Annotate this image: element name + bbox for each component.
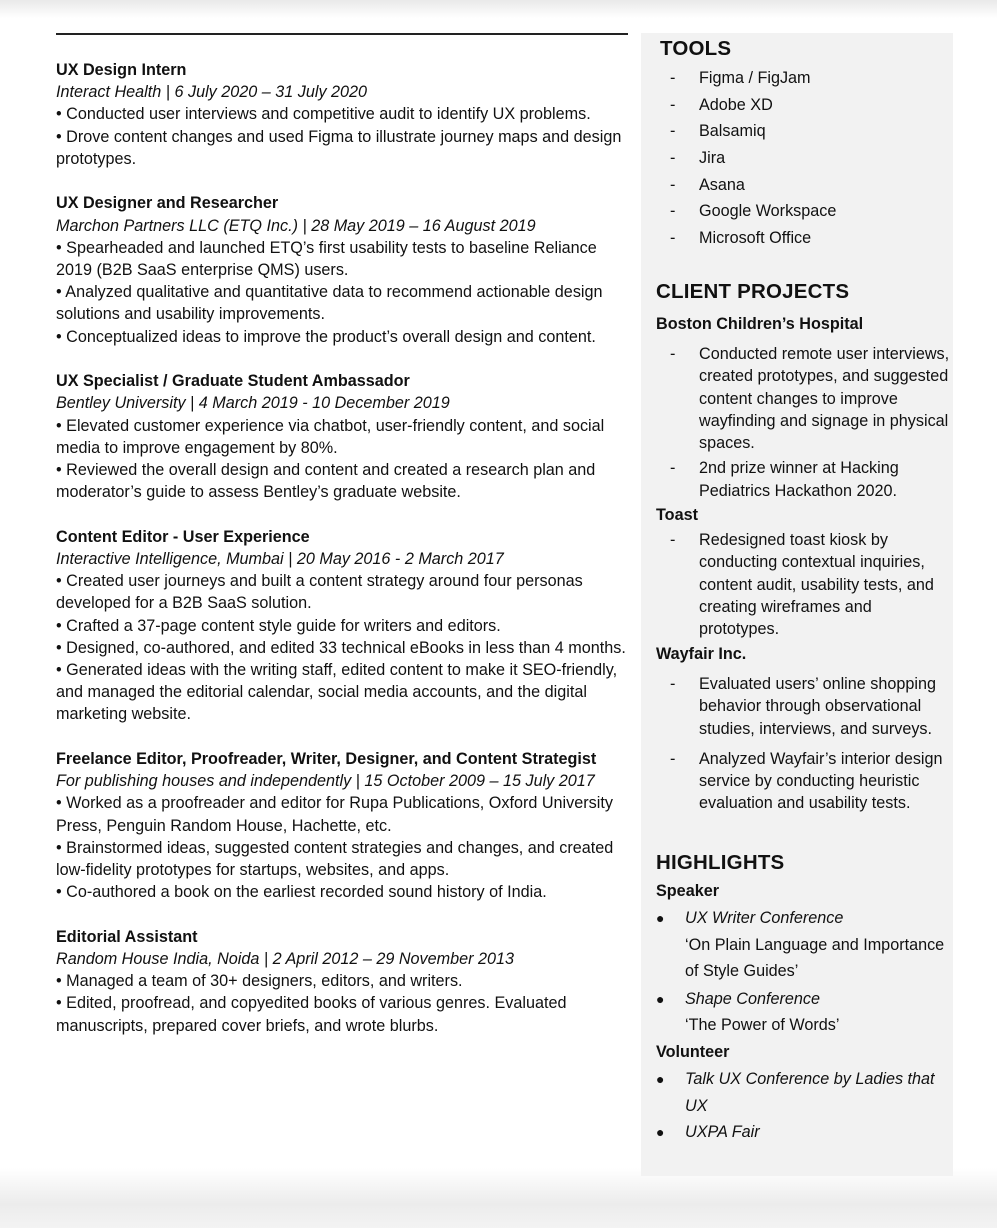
experience-column [56, 33, 630, 1059]
job-meta: For publishing houses and independently | 15 October 2009 – 15 July 2017 [56, 772, 595, 791]
client-item [656, 673, 951, 740]
client-projects-heading: CLIENT PROJECTS [656, 280, 850, 303]
job-meta: Random House India, Noida | 2 April 2012 – 29 November 2013 [56, 950, 515, 969]
job-bullet: • Analyzed qualitative and quantitative data to recommend actionable design solutions and usability improvements. [56, 283, 603, 324]
tool-label: Balsamiq [699, 122, 766, 141]
highlights-heading: HIGHLIGHTS [656, 851, 785, 874]
speaker-item [656, 905, 951, 985]
speaker-event: UX Writer Conference [685, 909, 844, 927]
client-name: Boston Children’s Hospital [656, 315, 864, 333]
tool-item [656, 198, 951, 225]
job-bullet: • Managed a team of 30+ designers, editors, and writers. [56, 972, 463, 991]
tool-label: Asana [699, 175, 745, 194]
speaker-talk: ‘The Power of Words’ [685, 1016, 840, 1035]
dash-marker: - [670, 175, 676, 194]
client-item [656, 748, 951, 815]
job-bullet: • Spearheaded and launched ETQ’s first usability tests to baseline Reliance 2019 (B2B SaaS enterprise QMS) users. [56, 238, 597, 280]
job-bullet: • Crafted a 37-page content style guide for writers and editors. [56, 616, 501, 635]
job-title: Editorial Assistant [56, 927, 198, 946]
client-project [656, 313, 951, 502]
tools-heading: TOOLS [660, 37, 732, 60]
tool-item [656, 92, 951, 119]
job-title: Freelance Editor, Proofreader, Writer, Designer, and Content Strategist [56, 750, 597, 769]
volunteer-label: Volunteer [656, 1042, 730, 1061]
speaker-talk: ‘On Plain Language and Importance of Style Guides’ [685, 935, 945, 981]
bullet-marker: ● [656, 990, 665, 1007]
job-entry [56, 526, 630, 726]
job-bullet: • Conducted user interviews and competitive audit to identify UX problems. [56, 105, 591, 124]
job-meta: Marchon Partners LLC (ETQ Inc.) | 28 May 2019 – 16 August 2019 [56, 216, 536, 235]
client-name: Wayfair Inc. [656, 645, 747, 663]
dash-marker: - [670, 149, 676, 168]
client-project [656, 504, 951, 640]
job-meta: Interact Health | 6 July 2020 – 31 July 2020 [56, 83, 368, 102]
job-bullet: • Edited, proofread, and copyedited books of various genres. Evaluated manuscripts, prepared cover briefs, and wrote blurbs. [56, 994, 567, 1035]
job-meta: Bentley University | 4 March 2019 - 10 December 2019 [56, 394, 450, 413]
speaker-item [656, 986, 951, 1039]
tool-label: Google Workspace [699, 202, 837, 221]
tool-label: Figma / FigJam [699, 69, 811, 87]
bullet-marker: ● [656, 910, 665, 926]
dash-marker: - [670, 69, 676, 87]
job-bullet: • Elevated customer experience via chatbot, user-friendly content, and social media to improve engagement by 80%. [56, 416, 605, 457]
client-item-text: Analyzed Wayfair’s interior design service by conducting heuristic evaluation and usability tests. [699, 749, 943, 813]
tool-item [656, 118, 951, 145]
tool-label: Jira [699, 149, 726, 168]
dash-marker: - [670, 202, 676, 221]
dash-marker: - [670, 675, 676, 693]
page-bottom-shadow [0, 1168, 997, 1228]
sidebar [641, 33, 953, 1176]
bullet-marker: ● [656, 1070, 665, 1087]
section-divider [56, 33, 628, 35]
bullet-marker: ● [656, 1124, 665, 1141]
dash-marker: - [670, 749, 676, 768]
volunteer-text: UXPA Fair [685, 1123, 760, 1142]
volunteer-item [656, 1066, 951, 1119]
speaker-event: Shape Conference [685, 989, 820, 1008]
highlights-list [656, 880, 951, 1146]
client-project [656, 643, 951, 815]
job-title: Content Editor - User Experience [56, 527, 310, 546]
job-bullet: • Co-authored a book on the earliest recorded sound history of India. [56, 883, 547, 902]
dash-marker: - [670, 122, 676, 141]
job-title: UX Designer and Researcher [56, 194, 279, 213]
tool-label: Adobe XD [699, 95, 773, 114]
client-item [656, 529, 951, 640]
client-item-text: Conducted remote user interviews, created prototypes, and suggested content changes to improve wayfinding and signage in physical spaces. [699, 345, 950, 453]
job-title: UX Specialist / Graduate Student Ambassador [56, 372, 410, 391]
tool-item [656, 225, 951, 252]
dash-marker: - [670, 459, 676, 478]
job-entry [56, 370, 630, 503]
client-item-text: Evaluated users’ online shopping behavior through observational studies, interviews, and surveys. [699, 675, 936, 738]
tools-list [656, 65, 951, 252]
job-bullet: • Generated ideas with the writing staff, edited content to make it SEO-friendly, and managed the editorial calendar, social media accounts, and the digital marketing website. [56, 661, 618, 724]
job-entry [56, 59, 630, 170]
job-bullet: • Reviewed the overall design and content and created a research plan and moderator’s guide to assess Bentley’s graduate website. [56, 461, 596, 502]
client-item [656, 343, 951, 454]
client-name: Toast [656, 506, 698, 524]
page-top-shadow [0, 0, 997, 18]
tool-item [656, 65, 951, 92]
job-bullet: • Drove content changes and used Figma to illustrate journey maps and design prototypes. [56, 127, 622, 168]
client-item-text: 2nd prize winner at Hacking Pediatrics Hackathon 2020. [699, 459, 899, 500]
client-item-text: Redesigned toast kiosk by conducting contextual inquiries, content audit, usability tests, and creating wireframes and prototypes. [699, 531, 934, 639]
tool-label: Microsoft Office [699, 229, 812, 248]
volunteer-item [656, 1119, 951, 1146]
job-meta: Interactive Intelligence, Mumbai | 20 May 2016 - 2 March 2017 [56, 550, 504, 569]
client-item [656, 457, 951, 502]
tool-item [656, 145, 951, 172]
dash-marker: - [670, 95, 676, 114]
job-bullet: • Conceptualized ideas to improve the product’s overall design and content. [56, 327, 596, 346]
job-bullet: • Designed, co-authored, and edited 33 technical eBooks in less than 4 months. [56, 638, 626, 657]
job-entry [56, 192, 630, 347]
dash-marker: - [670, 345, 676, 363]
tool-item [656, 172, 951, 199]
job-title: UX Design Intern [56, 61, 187, 79]
job-entry [56, 926, 630, 1037]
job-bullet: • Brainstormed ideas, suggested content strategies and changes, and created low-fidelity prototypes for startups, websites, and apps. [56, 838, 614, 880]
dash-marker: - [670, 531, 676, 549]
job-bullet: • Created user journeys and built a content strategy around four personas developed for a B2B SaaS solution. [56, 572, 583, 613]
dash-marker: - [670, 229, 676, 248]
speaker-label: Speaker [656, 882, 719, 900]
job-bullet: • Worked as a proofreader and editor for Rupa Publications, Oxford University Press, Penguin Random House, Hachette, etc. [56, 794, 613, 835]
job-entry [56, 748, 630, 903]
volunteer-text: Talk UX Conference by Ladies that UX [685, 1069, 935, 1115]
